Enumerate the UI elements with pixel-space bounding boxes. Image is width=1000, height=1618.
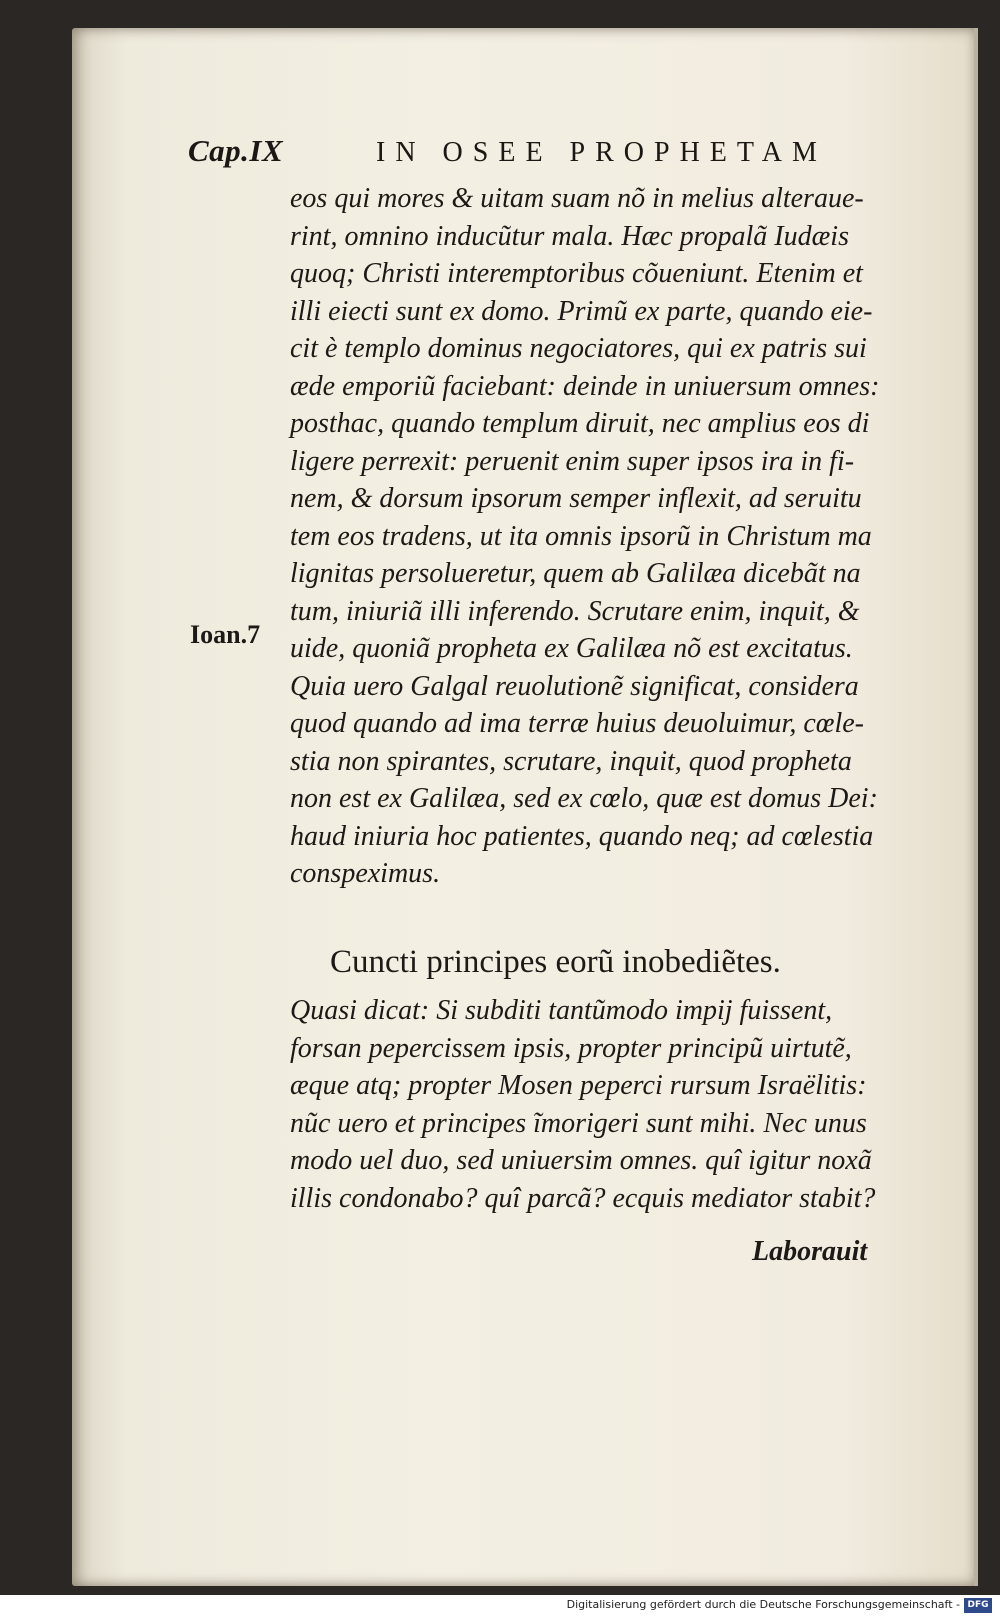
text-line: quoq; Christi interemptoribus cõueniunt. Etenim et [290,258,863,289]
text-line: ligere perrexit: peruenit enim super ipsos ira in fi- [290,445,855,477]
text-line: Quasi dicat: Si subditi tantũmodo impij fuissent, [290,995,833,1026]
text-line: nem, & dorsum ipsorum semper inflexit, ad seruitu [290,483,862,514]
text-line: modo uel duo, sed uniuersim omnes. quî igitur noxã [290,1145,872,1176]
text-line: stia non spirantes, scrutare, inquit, quod propheta [290,745,852,777]
text-line: tum, iniuriã illi inferendo. Scrutare enim, inquit, & [290,595,860,627]
text-line: haud iniuria hoc patientes, quando neq; ad cœlestia [290,820,874,852]
text-line: posthac, quando templum diruit, nec amplius eos di [290,408,870,439]
text-line: æde emporiũ faciebant: deinde in uniuersum omnes: [290,370,880,402]
catchword: Laborauit [752,1236,868,1267]
text-line: illi eiecti sunt ex domo. Primũ ex parte, quando eie- [290,295,873,327]
text-line: forsan pepercissem ipsis, propter principũ uirtutẽ, [290,1032,852,1064]
text-line: eos qui mores & uitam suam nõ in melius alteraue- [290,183,864,214]
text-line: rint, omnino inducũtur mala. Hæc propalã Iudæis [290,220,849,252]
text-line: conspeximus. [290,858,441,889]
dfg-logo: DFG [964,1598,992,1613]
text-line: uide, quoniã propheta ex Galilæa nõ est excitatus. [290,633,853,664]
page-edge [974,28,978,1586]
footer-bar [0,1595,1000,1618]
margin-note: Ioan.7 [190,620,261,649]
text-line: quod quando ad ima terræ huius deuoluimur, cœle- [290,708,864,739]
text-line: non est ex Galilæa, sed ex cœlo, quæ est domus Dei: [290,783,878,814]
text-line: Quia uero Galgal reuolutionẽ significat, considera [290,670,859,702]
lemma-heading: Cuncti principes eorũ inobediẽtes. [330,944,781,980]
paragraph-2 [290,992,910,1217]
text-line: nũc uero et principes ĩmorigeri sunt mihi. Nec unus [290,1107,867,1139]
text-line: cit è templo dominus negociatores, qui ex patris sui [290,333,867,364]
paragraph-1 [290,180,910,893]
text-line: illis condonabo? quî parcã? ecquis mediator stabit? [290,1182,876,1214]
text-line: lignitas persolueretur, quem ab Galilæa dicebãt na [290,558,861,589]
text-line: tem eos tradens, ut ita omnis ipsorũ in Christum ma [290,520,872,552]
footer-credit: Digitalisierung gefördert durch die Deutsche Forschungsgemeinschaft - [566,1598,960,1611]
chapter-heading: Cap.IX [188,133,284,168]
running-title: IN OSEE PROPHETAM [376,137,827,168]
page-header [188,133,868,177]
text-line: æque atq; propter Mosen peperci rursum Israëlitis: [290,1070,867,1101]
